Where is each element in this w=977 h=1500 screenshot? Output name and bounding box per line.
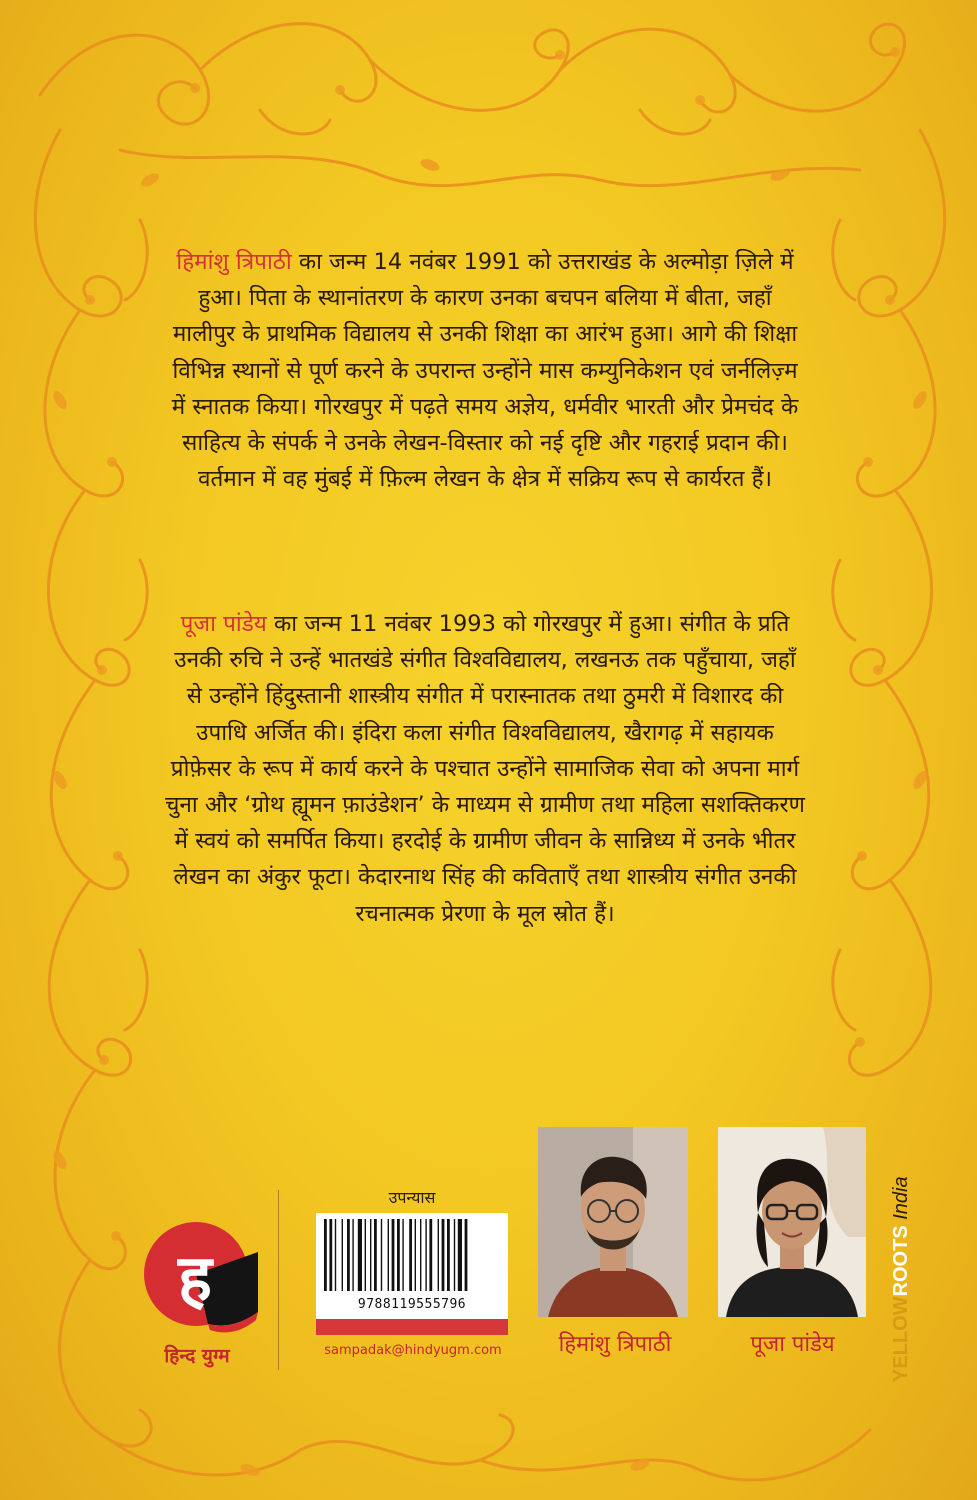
imprint-roots: ROOTS (890, 1225, 912, 1297)
divider (278, 1190, 279, 1370)
barcode (316, 1213, 508, 1319)
imprint-yellow: YELLOW (890, 1296, 912, 1382)
publisher-logo (138, 1212, 258, 1342)
author-name-himanshu: हिमांशु त्रिपाठी (176, 249, 292, 275)
genre-label: उपन्यास (388, 1188, 436, 1207)
bio-himanshu (165, 244, 805, 497)
author-photo-pooja (718, 1127, 866, 1317)
bio-pooja (165, 606, 805, 932)
imprint-logo (890, 1176, 913, 1382)
author-photo-himanshu (538, 1127, 688, 1317)
barcode-red-strip (316, 1319, 508, 1335)
isbn-number: 9788119555796 (357, 1297, 467, 1312)
author-caption-himanshu: हिमांशु त्रिपाठी (558, 1332, 672, 1357)
imprint-india: India (890, 1176, 912, 1220)
publisher-email: sampadak@hindyugm.com (324, 1343, 502, 1358)
barcode-bars (322, 1219, 502, 1295)
bio-himanshu-text: का जन्म 14 नवंबर 1991 को उत्तराखंड के अल्मोड़ा ज़िले में हुआ। पिता के स्थानांतरण के कारण उनका बचपन बलिया में बीता, जहाँ मालीपुर के प्राथमिक विद्यालय से उनकी शिक्षा का आरंभ हुआ। आगे की शिक्षा विभिन्न स्थानों से पूर्ण करने के उपरान्त उन्होंने मास कम्युनिकेशन एवं जर्नलिज़्म में स्नातक किया। गोरखपुर में पढ़ते समय अज्ञेय, धर्मवीर भारती और प्रेमचंद के साहित्य के संपर्क ने उनके लेखन-विस्तार को नई दृष्टि और गहराई प्रदान की। वर्तमान में वह मुंबई में फ़िल्म लेखन के क्षेत्र में सक्रिय रूप से कार्यरत हैं। (171, 249, 799, 493)
author-name-pooja: पूजा पांडेय (180, 611, 267, 637)
author-caption-pooja: पूजा पांडेय (750, 1332, 835, 1357)
bio-pooja-text: का जन्म 11 नवंबर 1993 को गोरखपुर में हुआ। संगीत के प्रति उनकी रुचि ने उन्हें भातखंडे संगीत विश्वविद्यालय, लखनऊ तक पहुँचाया, जहाँ से उन्होंने हिंदुस्तानी शास्त्रीय संगीत में परास्नातक तथा ठुमरी में विशारद की उपाधि अर्जित की। इंदिरा कला संगीत विश्वविद्यालय, खैरागढ़ में सहायक प्रोफ़ेसर के रूप में कार्य करने के पश्चात उन्होंने सामाजिक सेवा को अपना मार्ग चुना और ‘ग्रोथ ह्यूमन फ़ाउंडेशन’ के माध्यम से ग्रामीण तथा महिला सशक्तिकरण में स्वयं को समर्पित किया। हरदोई के ग्रामीण जीवन के सान्निध्य में उनके भीतर लेखन का अंकुर फूटा। केदारनाथ सिंह की कविताएँ तथा शास्त्रीय संगीत उनकी रचनात्मक प्रेरणा के मूल स्रोत हैं। (165, 611, 805, 927)
publisher-name: हिन्द युग्म (164, 1345, 230, 1367)
logo-glyph: ह (178, 1242, 212, 1316)
